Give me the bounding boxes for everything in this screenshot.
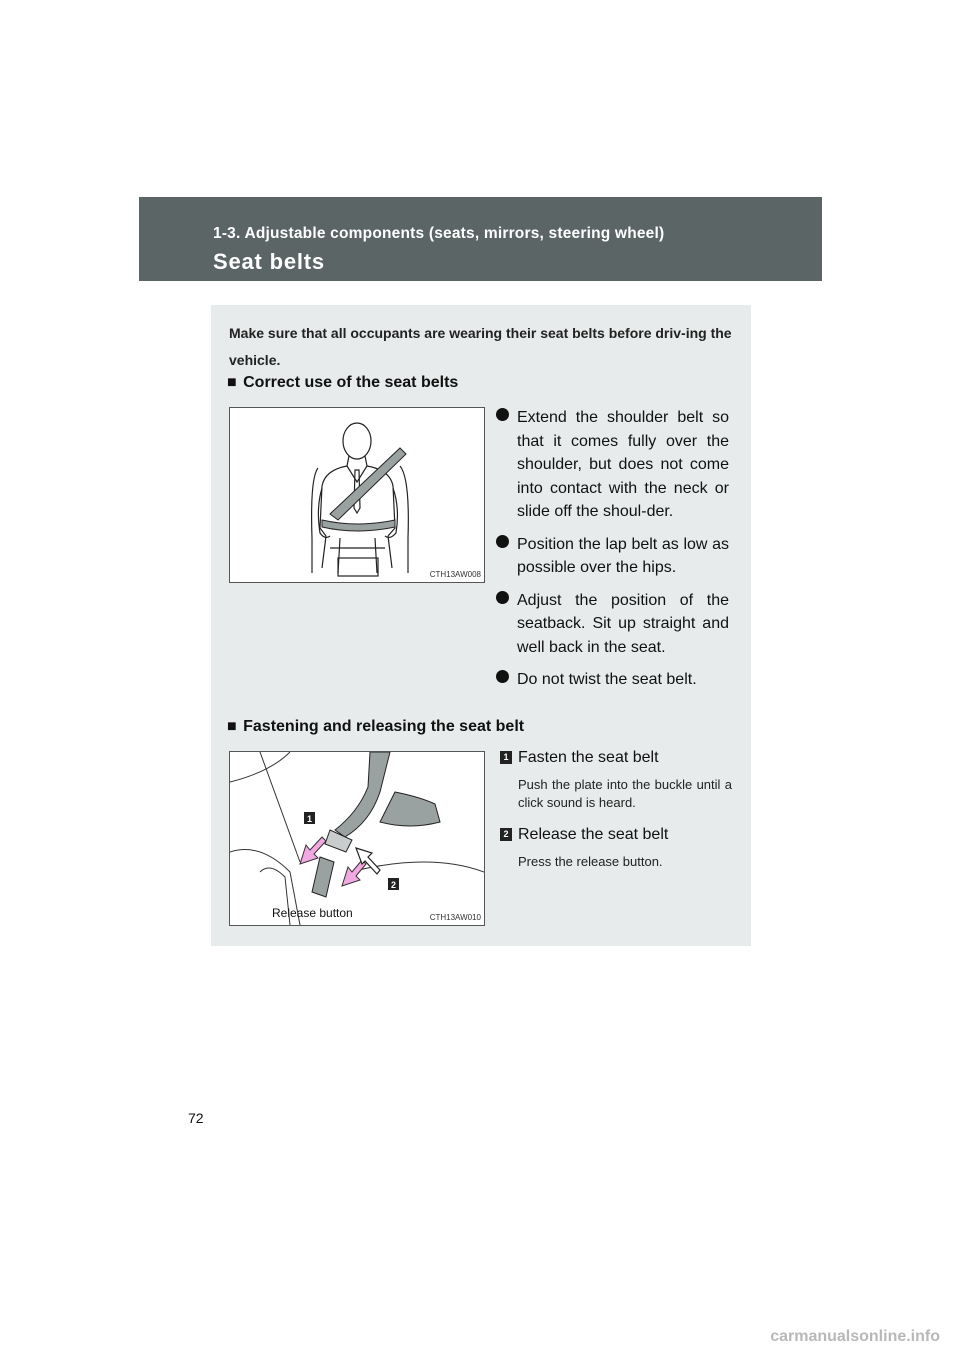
step-title: Fasten the seat belt: [518, 749, 659, 766]
page-title: Seat belts: [213, 249, 325, 274]
figure-code: CTH13AW008: [429, 570, 481, 579]
page-number: 72: [188, 1110, 204, 1126]
buckle-illustration: [230, 752, 484, 925]
list-item: Do not twist the seat belt.: [494, 668, 729, 692]
marker-2: 2: [390, 880, 397, 890]
list-item: Adjust the position of the seatback. Sit up straight and well back in the seat.: [494, 589, 729, 660]
step-item: [500, 747, 732, 812]
step-description: Press the release button.: [518, 854, 663, 869]
step-number-badge: 1: [500, 751, 512, 764]
chapter-header: [139, 197, 822, 281]
intro-text: Make sure that all occupants are wearing their seat belts before driv-ing the vehicle.: [229, 325, 732, 368]
square-bullet-icon: ■: [227, 374, 237, 391]
step-number-badge: 2: [500, 828, 512, 841]
subheading-text: Correct use of the seat belts: [243, 374, 459, 391]
filled-circle-icon: [496, 670, 509, 683]
filled-circle-icon: [496, 591, 509, 604]
filled-circle-icon: [496, 408, 509, 421]
step-item: [500, 824, 732, 871]
list-item: Extend the shoulder belt so that it comes fully over the shoulder, but does not come into contact with the neck or slide off the shoul-der.: [494, 406, 729, 524]
step-title: Release the seat belt: [518, 826, 669, 843]
filled-circle-icon: [496, 535, 509, 548]
subheading-correct-use: [227, 374, 458, 392]
figure-code: CTH13AW010: [429, 913, 481, 922]
figure-buckle: [229, 751, 485, 926]
section-label: 1-3. Adjustable components (seats, mirrors, steering wheel): [213, 225, 665, 242]
step-list: [500, 747, 732, 883]
marker-1: 1: [306, 814, 313, 824]
figure-correct-belt-use: [229, 407, 485, 583]
subheading-text: Fastening and releasing the seat belt: [243, 718, 525, 735]
release-button-label: Release button: [272, 906, 353, 920]
list-item: Position the lap belt as low as possible over the hips.: [494, 533, 729, 580]
subheading-fastening: [227, 718, 524, 736]
bullet-list: [494, 406, 729, 701]
square-bullet-icon: ■: [227, 718, 237, 735]
step-description: Push the plate into the buckle until a click sound is heard.: [518, 777, 732, 810]
watermark: carmanualsonline.info: [770, 1328, 940, 1345]
content-panel: [211, 305, 751, 946]
seated-person-illustration: [230, 408, 484, 582]
